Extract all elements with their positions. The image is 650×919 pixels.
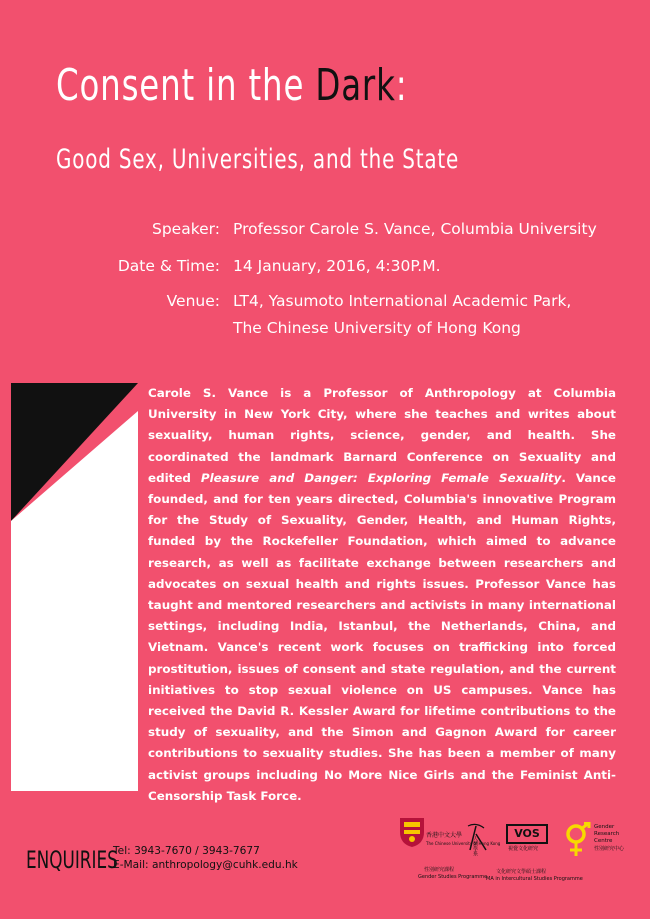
enquiries-contact xyxy=(113,844,298,872)
speaker-value: Professor Carole S. Vance, Columbia University xyxy=(233,220,597,238)
venue-row-2 xyxy=(0,319,650,343)
anthropology-logo xyxy=(462,820,502,860)
gender-symbol-icon xyxy=(564,822,592,858)
venue-value-line1: LT4, Yasumoto International Academic Park, xyxy=(233,292,572,310)
page-subtitle: Good Sex, Universities, and the State xyxy=(56,144,460,175)
venue-label: Venue: xyxy=(166,292,220,310)
datetime-label: Date & Time: xyxy=(117,257,220,275)
datetime-row xyxy=(0,257,650,281)
grc-logo xyxy=(564,822,644,862)
grc-name-en: Gender Research Centre xyxy=(594,824,620,844)
mics-name-cn: 文化研究文學碩士課程 xyxy=(496,869,547,875)
enquiries-email[interactable]: E-Mail: anthropology@cuhk.edu.hk xyxy=(113,859,298,871)
vos-name-cn: 視覺文化研究 xyxy=(508,846,539,852)
speaker-label: Speaker: xyxy=(152,220,220,238)
cuhk-name-en: The Chinese University of Hong Kong xyxy=(426,841,501,846)
mics-name-en: MA in Intercultural Studies Programme xyxy=(486,876,583,882)
bio-part1: Carole S. Vance is a Professor of Anthropology at Columbia University in New York City, where she teaches and writes about sexuality, human rights, science, gender, and health. She coordinated the landmark Barnard Conference on Sexuality and edited xyxy=(148,386,616,485)
bio-book-title: Pleasure and Danger: Exploring Female Sexuality xyxy=(200,470,562,485)
gsp-name-cn: 性別研究課程 xyxy=(424,867,455,873)
gsp-name-en: Gender Studies Programme xyxy=(418,874,488,880)
cuhk-crest-icon xyxy=(398,816,426,848)
venue-row xyxy=(0,292,650,316)
enquiries-title: ENQUIRIES xyxy=(26,846,118,874)
page-title xyxy=(56,60,408,111)
vos-badge: VOS xyxy=(506,824,548,844)
speaker-bio xyxy=(148,383,616,807)
grc-name-cn: 性別研究中心 xyxy=(594,846,625,852)
bio-part2: . Vance founded, and for ten years directed, Columbia's innovative Program for the Study of Sexuality, Gender, Health, and Human Rights, funded by the Rockefeller Foundation, which aimed to advance research, as well as facilitate exchange between researchers and advocates on sexual health and rights issues. Professor Vance has taught and mentored researchers and activists in many international settings, including India, Istanbul, the Netherlands, China, and Vietnam. Vance's recent work focuses on trafficking into forced prostitution, issues of consent and state regulation, and the current initiatives to stop sexual violence on US campuses. Vance has received the David R. Kessler Award for lifetime contributions to the study of sexuality, and the Simon and Gagnon Award for career contributions to sexuality studies. She has been a member of many activist groups including No More Nice Girls and the Feminist Anti-Censorship Task Force. xyxy=(148,470,616,803)
anthropology-name-cn: 人類學系 xyxy=(472,836,478,856)
enquiries-tel: Tel: 3943-7670 / 3943-7677 xyxy=(113,845,260,857)
decorative-triangles xyxy=(11,383,138,791)
cuhk-name-cn: 香港中文大學 xyxy=(426,832,463,839)
title-dark-word: Dark xyxy=(315,60,396,111)
speaker-row xyxy=(0,220,650,244)
venue-value-line2: The Chinese University of Hong Kong xyxy=(233,319,521,337)
datetime-value: 14 January, 2016, 4:30P.M. xyxy=(233,257,441,275)
title-colon: : xyxy=(395,60,408,111)
title-part1: Consent in the xyxy=(56,60,316,111)
